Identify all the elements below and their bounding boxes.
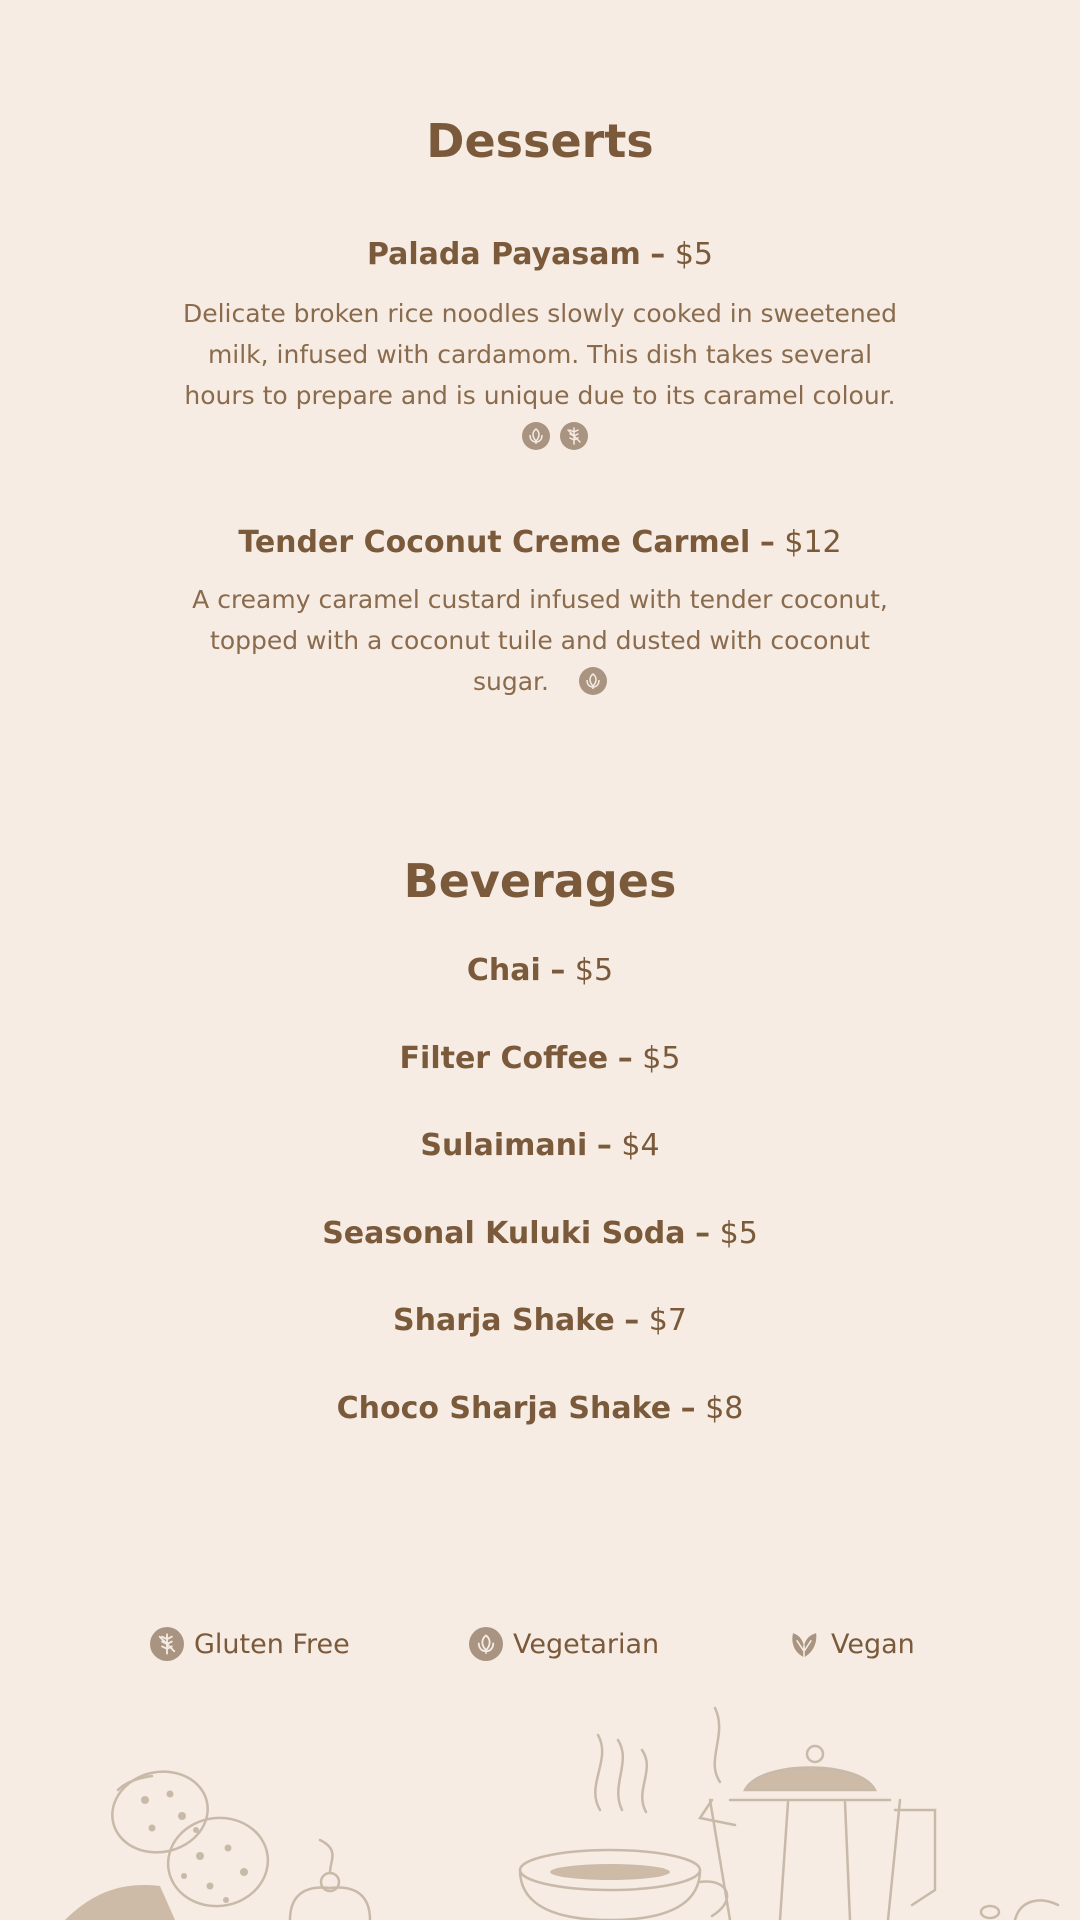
item-name: Sharja Shake	[393, 1303, 615, 1338]
item-dash: –	[617, 1041, 633, 1076]
vegetarian-icon	[579, 667, 607, 695]
item-dash: –	[596, 1128, 612, 1163]
item-description-text: A creamy caramel custard infused with tender coconut, topped with a coconut tuile and dusted with coconut sugar.	[192, 585, 888, 696]
menu-item-tender-coconut-creme-carmel	[0, 525, 1080, 561]
item-price: $5	[719, 1216, 758, 1251]
legend-label: Vegetarian	[513, 1628, 660, 1660]
menu-item-seasonal-kuluki-soda	[0, 1216, 1080, 1252]
vegetarian-icon	[522, 422, 550, 450]
item-name: Palada Payasam	[366, 237, 641, 272]
item-price: $8	[705, 1391, 744, 1426]
menu-item-sulaimani	[0, 1128, 1080, 1164]
menu-item-sharja-shake	[0, 1303, 1080, 1339]
gluten-free-icon	[560, 422, 588, 450]
desserts-title: Desserts	[426, 114, 654, 168]
item-price: $5	[674, 237, 714, 272]
vegetarian-icon	[469, 1627, 503, 1661]
menu-item-choco-sharja-shake	[0, 1391, 1080, 1427]
vegan-icon	[787, 1627, 821, 1661]
coffee-cup-icon	[520, 1850, 727, 1920]
legend-gluten-free	[150, 1624, 350, 1664]
item-name: Chai	[466, 953, 541, 988]
beverages-title: Beverages	[403, 854, 677, 908]
item-name: Tender Coconut Creme Carmel	[238, 525, 751, 560]
menu-item-chai	[0, 953, 1080, 989]
item-dash: –	[650, 237, 666, 272]
item-name: Seasonal Kuluki Soda	[322, 1216, 686, 1251]
cafe-illustration	[0, 1690, 1080, 1920]
item-dash: –	[624, 1303, 640, 1338]
item-dash: –	[680, 1391, 696, 1426]
item-name: Sulaimani	[420, 1128, 588, 1163]
item-price: $7	[648, 1303, 687, 1338]
item-dash: –	[550, 953, 566, 988]
item-price: $5	[574, 953, 614, 988]
item-description	[170, 579, 910, 702]
item-name: Filter Coffee	[399, 1041, 609, 1076]
legend-label: Gluten Free	[194, 1628, 350, 1660]
legend-vegan	[787, 1624, 915, 1664]
item-price: $5	[642, 1041, 681, 1076]
item-name: Choco Sharja Shake	[336, 1391, 672, 1426]
legend-label: Vegan	[831, 1628, 915, 1660]
legend-vegetarian	[469, 1624, 659, 1664]
item-price: $12	[784, 525, 842, 560]
item-dash: –	[759, 525, 775, 560]
menu-item-filter-coffee	[0, 1041, 1080, 1077]
item-description-text: Delicate broken rice noodles slowly cooked in sweetened milk, infused with cardamom. This dish takes several hours to prepare and is unique due to its caramel colour.	[182, 299, 898, 410]
dietary-legend	[0, 1624, 1080, 1664]
cupcake-icon	[290, 1840, 370, 1920]
coffee-pot-icon	[700, 1746, 935, 1920]
menu-item-palada-payasam	[0, 237, 1080, 273]
item-price: $4	[621, 1128, 660, 1163]
item-description	[170, 293, 910, 457]
gluten-free-icon	[150, 1627, 184, 1661]
item-dash: –	[695, 1216, 711, 1251]
